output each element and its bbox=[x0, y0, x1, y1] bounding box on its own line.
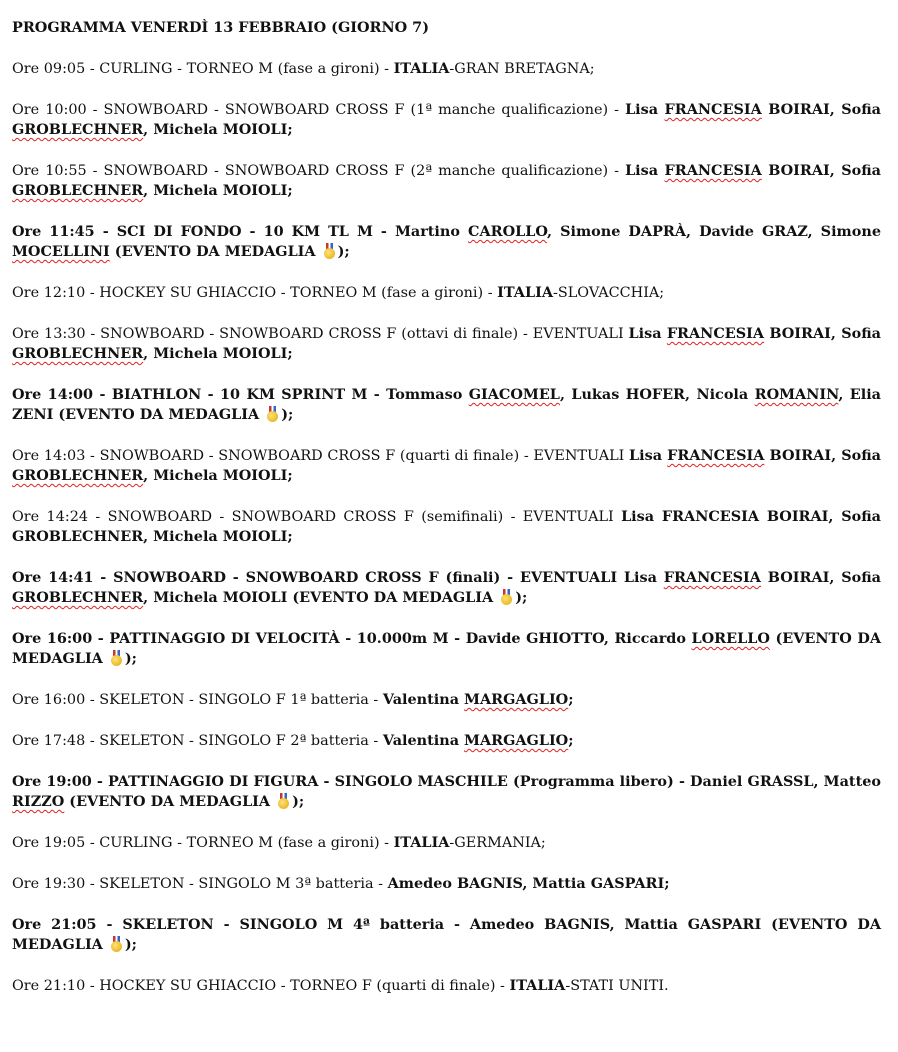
spellcheck-flagged-word: FRANCESIA bbox=[664, 101, 762, 118]
text-run: , Michela MOIOLI; bbox=[143, 121, 293, 138]
text-run: PROGRAMMA VENERDÌ 13 FEBBRAIO (GIORNO 7) bbox=[12, 19, 429, 36]
text-run: BOIRAI, Sofia bbox=[761, 162, 881, 179]
text-run: Ore 19:30 - SKELETON - SINGOLO M 3ª batteria - bbox=[12, 876, 388, 892]
schedule-entry bbox=[12, 100, 881, 140]
text-run: Ore 14:03 - SNOWBOARD - SNOWBOARD CROSS F (quarti di finale) - EVENTUALI bbox=[12, 448, 630, 464]
schedule-entry bbox=[12, 772, 881, 812]
schedule-entry bbox=[12, 629, 881, 669]
text-run: , Michela MOIOLI; bbox=[143, 345, 293, 362]
text-run: ; bbox=[568, 691, 574, 708]
spellcheck-flagged-word: GROBLECHNER bbox=[12, 182, 144, 199]
spellcheck-flagged-word: FRANCESIA bbox=[667, 447, 765, 464]
text-run: BOIRAI, Sofia bbox=[760, 569, 881, 586]
text-run: Valentina bbox=[382, 732, 465, 749]
text-run: BOIRAI, Sofia bbox=[764, 447, 881, 464]
text-run: Ore 11:45 - SCI DI FONDO - 10 KM TL M - Martino bbox=[12, 223, 468, 240]
text-run: Ore 16:00 - PATTINAGGIO DI VELOCITÀ - 10.000m M - Davide GHIOTTO, Riccardo bbox=[12, 630, 692, 647]
schedule-entry bbox=[12, 690, 881, 710]
text-run: Ore 19:05 - CURLING - TORNEO M (fase a gironi) - bbox=[12, 835, 394, 851]
text-run: Ore 21:10 - HOCKEY SU GHIACCIO - TORNEO F (quarti di finale) - bbox=[12, 978, 510, 994]
text-run: , Lukas HOFER, Nicola bbox=[559, 386, 755, 403]
text-run: Amedeo BAGNIS, Mattia GASPARI; bbox=[387, 875, 670, 892]
spellcheck-flagged-word: GROBLECHNER bbox=[12, 589, 144, 606]
text-run: Ore 19:00 - PATTINAGGIO DI FIGURA - SINGOLO MASCHILE (Programma libero) - Daniel GRASSL, Matteo bbox=[12, 773, 881, 790]
text-run: ); bbox=[281, 406, 294, 423]
text-run: Ore 12:10 - HOCKEY SU GHIACCIO - TORNEO M (fase a gironi) - bbox=[12, 285, 498, 301]
spellcheck-flagged-word: MARGAGLIO bbox=[464, 691, 569, 708]
text-run: Ore 13:30 - SNOWBOARD - SNOWBOARD CROSS F (ottavi di finale) - EVENTUALI bbox=[12, 326, 629, 342]
text-run: ITALIA bbox=[393, 834, 450, 851]
text-run: BOIRAI, Sofia bbox=[761, 101, 881, 118]
medal-icon bbox=[110, 650, 123, 666]
text-run: Lisa bbox=[628, 325, 667, 342]
text-run: Ore 16:00 - SKELETON - SINGOLO F 1ª batteria - bbox=[12, 692, 383, 708]
schedule-entry bbox=[12, 59, 881, 79]
text-run: ; bbox=[568, 732, 574, 749]
schedule-entry bbox=[12, 976, 881, 996]
text-run: , Michela MOIOLI (EVENTO DA MEDAGLIA bbox=[143, 589, 499, 606]
text-run: (EVENTO DA MEDAGLIA bbox=[64, 793, 276, 810]
text-run: -GERMANIA; bbox=[449, 835, 546, 851]
text-run: Lisa bbox=[625, 162, 665, 179]
text-run: Valentina bbox=[382, 691, 465, 708]
text-run: Lisa bbox=[629, 447, 668, 464]
text-run: -SLOVACCHIA; bbox=[553, 285, 665, 301]
medal-icon bbox=[277, 793, 290, 809]
spellcheck-flagged-word: FRANCESIA bbox=[664, 162, 762, 179]
schedule-entry bbox=[12, 324, 881, 364]
text-run: Ore 17:48 - SKELETON - SINGOLO F 2ª batteria - bbox=[12, 733, 383, 749]
schedule-entry bbox=[12, 507, 881, 547]
spellcheck-flagged-word: MOCELLINI bbox=[12, 243, 110, 260]
text-run: Lisa FRANCESIA BOIRAI, Sofia GROBLECHNER, Michela MOIOLI; bbox=[12, 508, 881, 545]
text-run: Ore 14:00 - BIATHLON - 10 KM SPRINT M - Tommaso bbox=[12, 386, 469, 403]
text-run: ITALIA bbox=[497, 284, 553, 301]
text-run: Ore 14:24 - SNOWBOARD - SNOWBOARD CROSS F (semifinali) - EVENTUALI bbox=[12, 509, 622, 525]
text-run: ); bbox=[292, 793, 305, 810]
text-run: -STATI UNITI. bbox=[565, 978, 669, 994]
schedule-entry bbox=[12, 283, 881, 303]
spellcheck-flagged-word: ROMANIN bbox=[754, 386, 839, 403]
text-run: , Michela MOIOLI; bbox=[143, 467, 293, 484]
text-run: , Michela MOIOLI; bbox=[143, 182, 293, 199]
text-run: ); bbox=[124, 936, 137, 953]
spellcheck-flagged-word: RIZZO bbox=[12, 793, 65, 810]
schedule-entry bbox=[12, 915, 881, 955]
spellcheck-flagged-word: CAROLLO bbox=[468, 223, 548, 240]
spellcheck-flagged-word: GROBLECHNER bbox=[12, 345, 144, 362]
spellcheck-flagged-word: GIACOMEL bbox=[468, 386, 560, 403]
schedule-entry bbox=[12, 385, 881, 425]
spellcheck-flagged-word: GROBLECHNER bbox=[12, 467, 144, 484]
schedule-entry bbox=[12, 161, 881, 201]
text-run: , Simone DAPRÀ, Davide GRAZ, Simone bbox=[547, 223, 881, 240]
text-run: ); bbox=[124, 650, 137, 667]
text-run: ); bbox=[515, 589, 528, 606]
text-run: , Elia ZENI (EVENTO DA MEDAGLIA bbox=[12, 386, 881, 423]
text-run: BOIRAI, Sofia bbox=[764, 325, 881, 342]
text-run: Ore 09:05 - CURLING - TORNEO M (fase a gironi) - bbox=[12, 61, 394, 77]
schedule-entry bbox=[12, 731, 881, 751]
text-run: Ore 14:41 - SNOWBOARD - SNOWBOARD CROSS F (finali) - EVENTUALI Lisa bbox=[12, 569, 664, 586]
text-run: (EVENTO DA MEDAGLIA bbox=[12, 630, 881, 667]
document-body bbox=[12, 18, 881, 1017]
spellcheck-flagged-word: FRANCESIA bbox=[666, 325, 765, 342]
document-title bbox=[12, 18, 881, 38]
text-run: Ore 10:00 - SNOWBOARD - SNOWBOARD CROSS F (1ª manche qualificazione) - bbox=[12, 102, 626, 118]
medal-icon bbox=[110, 936, 123, 952]
spellcheck-flagged-word: GROBLECHNER bbox=[12, 121, 144, 138]
medal-icon bbox=[323, 243, 336, 259]
spellcheck-flagged-word: LORELLO bbox=[691, 630, 770, 647]
schedule-entry bbox=[12, 446, 881, 486]
medal-icon bbox=[266, 406, 279, 422]
text-run: ITALIA bbox=[509, 977, 566, 994]
text-run: ); bbox=[337, 243, 350, 260]
schedule-entry bbox=[12, 833, 881, 853]
text-run: Ore 21:05 - SKELETON - SINGOLO M 4ª batteria - Amedeo BAGNIS, Mattia GASPARI (EVENTO DA MEDAGLIA bbox=[12, 916, 881, 953]
text-run: -GRAN BRETAGNA; bbox=[449, 61, 595, 77]
schedule-entry bbox=[12, 222, 881, 262]
schedule-entry bbox=[12, 874, 881, 894]
schedule-entry bbox=[12, 568, 881, 608]
text-run: Lisa bbox=[625, 101, 665, 118]
text-run: Ore 10:55 - SNOWBOARD - SNOWBOARD CROSS F (2ª manche qualificazione) - bbox=[12, 163, 626, 179]
medal-icon bbox=[500, 589, 513, 605]
spellcheck-flagged-word: FRANCESIA bbox=[663, 569, 761, 586]
text-run: (EVENTO DA MEDAGLIA bbox=[109, 243, 321, 260]
spellcheck-flagged-word: MARGAGLIO bbox=[464, 732, 569, 749]
text-run: ITALIA bbox=[393, 60, 450, 77]
